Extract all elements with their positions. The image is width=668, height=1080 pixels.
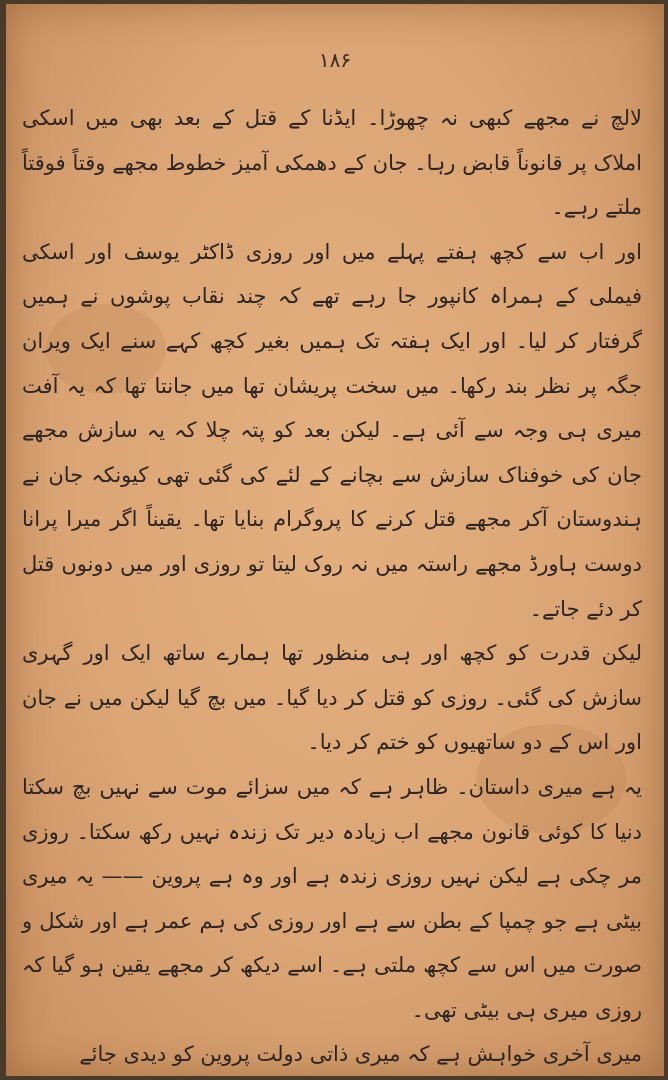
paragraph: اور اب سے کچھ ہفتے پہلے میں اور روزی ڈاکٹر یوسف اور اسکی فیملی کے ہمراہ کانپور جا رہے تھے کہ چند نقاب پوشوں نے ہمیں گرفتار کر لیا۔ اور ایک ہفتہ تک ہمیں بغیر کچھ کہے سنے ایک ویران جگہ پر نظر بند رکھا۔ میں سخت پریشان تھا میں جانتا تھا کہ یہ آفت میری ہی وجہ سے آئی ہے۔ لیکن بعد کو پتہ چلا کہ یہ سازش مجھے جان کی خوفناک سازش سے بچانے کے لئے کی گئی تھی کیونکہ جان نے ہندوستان آکر مجھے قتل کرنے کا پروگرام بنایا تھا۔ یقیناً اگر میرا پرانا دوست ہاورڈ مجھے راستہ میں نہ روک لیتا تو روزی اور میں دونوں قتل کر دئے جاتے۔ [22, 239, 642, 621]
paragraph: میری آخری خواہش ہے کہ میری ذاتی دولت پروین کو دیدی جائے [79, 1042, 642, 1067]
paragraph: یہ ہے میری داستان۔ ظاہر ہے کہ میں سزائے موت سے نہیں بچ سکتا دنیا کا کوئی قانون مجھے اب زیادہ دیر تک زندہ نہیں رکھ سکتا۔ روزی مر چکی ہے لیکن نہیں روزی زندہ ہے اور وہ ہے پروین —— یہ میری بیٹی ہے جو چمپا کے بطن سے ہے اور روزی کی ہم عمر ہے اور شکل و صورت میں اس سے کچھ ملتی ہے۔ اسے دیکھ کر مجھے یقین ہو گیا کہ روزی میری ہی بیٹی تھی۔ [22, 774, 642, 1022]
body-text [22, 96, 642, 1076]
paragraph: لالچ نے مجھے کبھی نہ چھوڑا۔ ایڈنا کے قتل کے بعد بھی میں اسکی املاک پر قانوناً قابض رہا۔ جان کے دھمکی آمیز خطوط مجھے وقتاً فوقتاً ملتے رہے۔ [22, 106, 642, 220]
book-page [6, 4, 664, 1076]
page-number: ۱۸۶ [318, 48, 352, 72]
paragraph: لیکن قدرت کو کچھ اور ہی منظور تھا ہمارے ساتھ ایک اور گہری سازش کی گئی۔ روزی کو قتل کر دیا گیا۔ میں بچ گیا لیکن میں نے جان اور اس کے دو ساتھیوں کو ختم کر دیا۔ [22, 641, 642, 755]
